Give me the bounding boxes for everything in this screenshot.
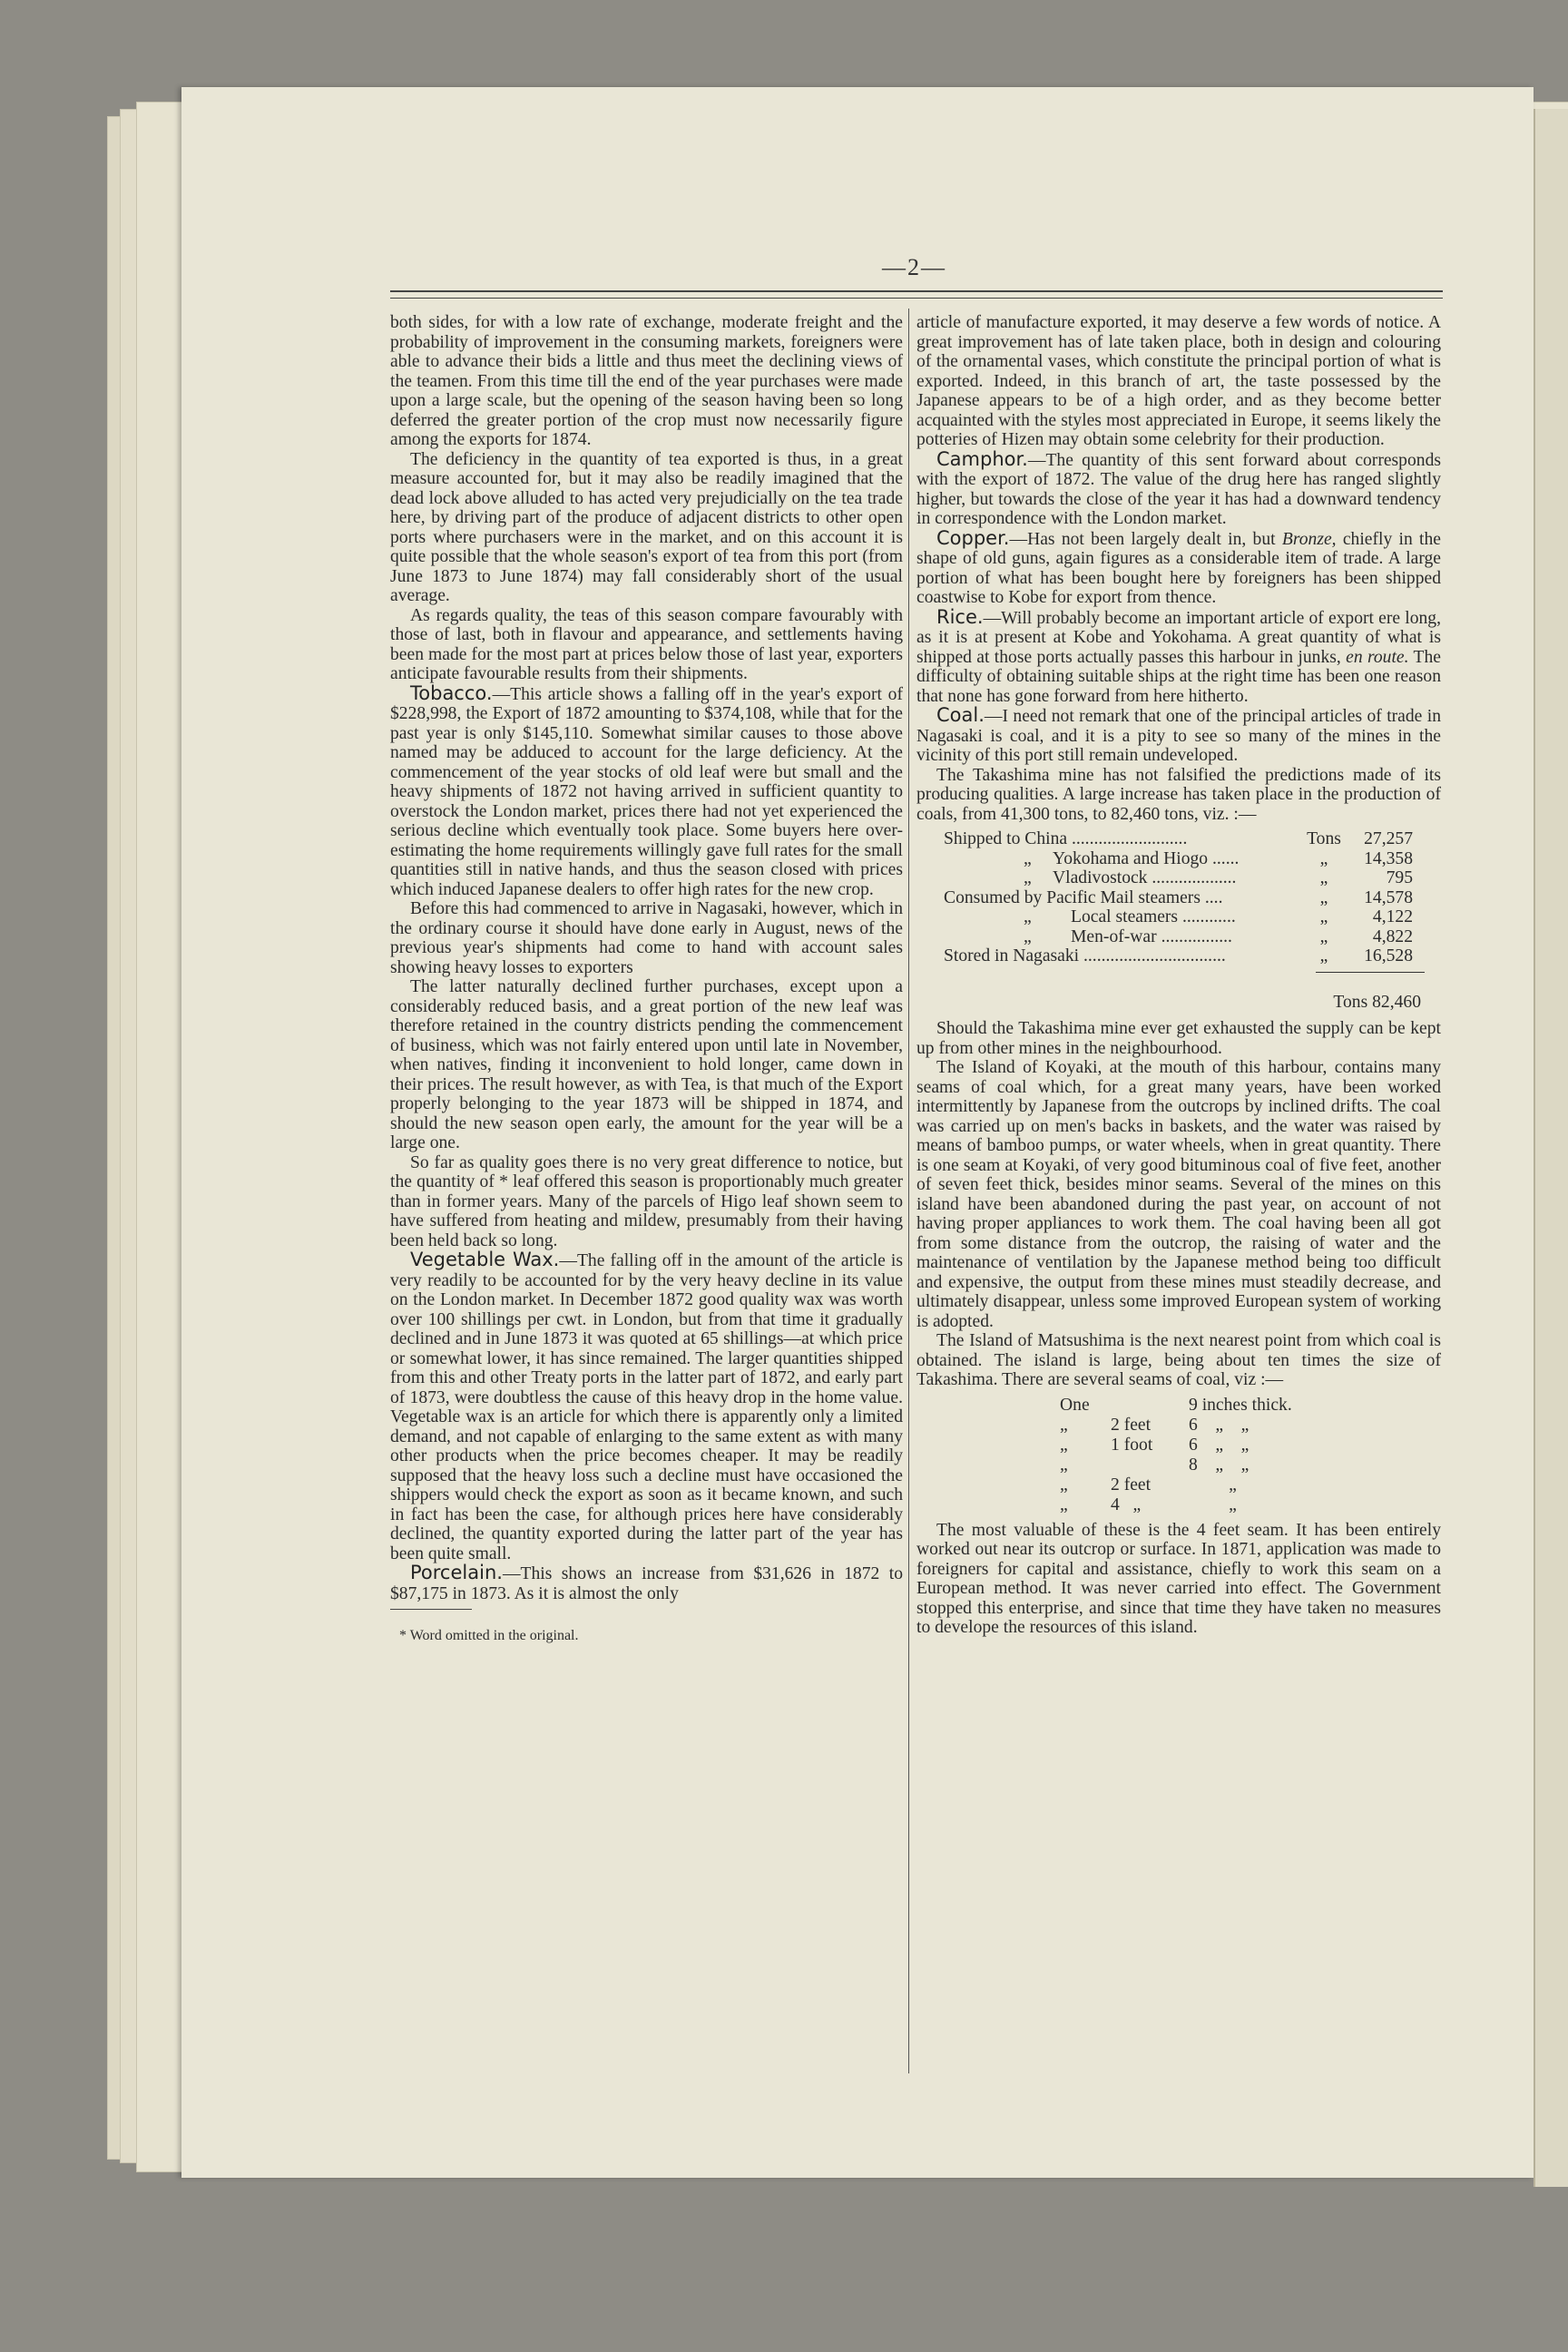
header-rule-top bbox=[390, 290, 1443, 292]
porcelain-text: —This shows an increase from $31,626 in 1872 to $87,175 in 1873. As it is almost the only bbox=[390, 1564, 903, 1603]
row-label: Local steamers bbox=[1071, 907, 1179, 926]
footnote-rule bbox=[390, 1609, 472, 1610]
table-cell-unit: „ bbox=[1319, 946, 1328, 965]
table-row bbox=[944, 829, 1413, 849]
table-row bbox=[944, 868, 1413, 888]
table-cell: „ bbox=[1060, 1494, 1068, 1514]
camphor-text: —The quantity of this sent forward about corresponds with the export of 1872. The value of the drug here has ranged slightly higher, but towards the close of the year it has had a downward tendency in correspondence with the London market. bbox=[916, 450, 1441, 528]
table-cell: 1 foot bbox=[1111, 1435, 1153, 1455]
table-cell: 6 „ „ bbox=[1189, 1435, 1250, 1455]
leader-dots: .... bbox=[1200, 887, 1223, 907]
wax-text: —The falling off in the amount of the article is very readily to be accounted for by the very heavy decline in its value on the London market. In December 1872 good quality wax was worth over 100 shillings per cwt. in London, but from that time it gradually declined and in June 1873 it was quoted at 65 shillings—at which price or somewhat lower, it has since remained. The larger quantities shipped from this and other Treaty ports in the latter part of 1872, and early part of 1873, were doubtless the cause of this heavy drop in the home value. Vegetable wax is an article for which there is apparently only a limited demand, and not capable of enlarging to the same extent as with many other products when the price becomes cheaper. It may be readily supposed that the heavy loss such a decline must have occasioned the shippers would check the export as soon as it became known, and such in fact has been the case, for although prices here have considerably declined, the quantity exported during the latter part of the year has been quite small. bbox=[390, 1251, 903, 1563]
copper-text-2: chiefly in the shape of old guns, again figures as a considerable item of trade. A large portion of what has been bought here by foreigners has been shipped coastwise to Kobe for export from thence. bbox=[916, 529, 1441, 607]
coal-text: —I need not remark that one of the principal articles of trade in Nagasaki is coal, and it is a pity to see so many of the mines in the vicinity of this port still remain undeveloped. bbox=[916, 707, 1441, 765]
leader-dots: ................... bbox=[1147, 868, 1237, 887]
paragraph: The most valuable of these is the 4 feet seam. It has been entirely worked out near its outcrop or surface. In 1871, application was made to foreigners for capital and assistance, chiefly to work this seam on a European method. It was never carried into effect. The Government stopped this enterprise, and since that time they have taken no measures to develope the resources of this island. bbox=[916, 1520, 1441, 1637]
copper-text: —Has not been largely dealt in, but bbox=[1009, 529, 1282, 549]
coal-total: Tons 82,460 bbox=[1333, 992, 1421, 1012]
table-row bbox=[1053, 1436, 1341, 1455]
table-row bbox=[1053, 1455, 1341, 1475]
row-label: Consumed by Pacific Mail steamers bbox=[944, 887, 1200, 907]
table-row bbox=[1053, 1416, 1341, 1436]
ditto-mark: „ bbox=[1024, 848, 1032, 868]
paragraph: As regards quality, the teas of this season compare favourably with those of last, both in flavour and appearance, and settlements having been made for the most part at prices below those of last year, exporters anticipate favourable results from their shipments. bbox=[390, 605, 903, 683]
right-column bbox=[916, 313, 1441, 1638]
table-cell: 8 „ „ bbox=[1189, 1455, 1250, 1475]
table-row bbox=[944, 946, 1413, 966]
paragraph: Before this had commenced to arrive in Nagasaki, however, which in the ordinary course it should have done early in August, news of the previous year's shipments had come to hand with account sales showing heavy losses to exporters bbox=[390, 899, 903, 977]
table-cell: 9 inches thick. bbox=[1189, 1395, 1292, 1415]
coal-section bbox=[916, 706, 1441, 766]
table-cell: 4 „ bbox=[1111, 1494, 1142, 1514]
table-cell: „ bbox=[1060, 1415, 1068, 1435]
section-heading-copper: Copper. bbox=[936, 526, 1010, 549]
table-cell bbox=[1103, 1396, 1181, 1416]
table-cell-unit: „ bbox=[1319, 887, 1328, 907]
ditto-mark: „ bbox=[1024, 907, 1032, 926]
table-cell-label bbox=[944, 868, 1302, 888]
header-rule-bottom bbox=[390, 298, 1443, 299]
column-divider bbox=[908, 309, 909, 2073]
table-cell: „ bbox=[1189, 1494, 1237, 1514]
rice-text-2: The difficulty of obtaining suitable ships at the right time has been one reason that none has gone forward from here hitherto. bbox=[916, 647, 1441, 706]
table-cell-label bbox=[944, 829, 1302, 849]
copper-section bbox=[916, 526, 1441, 608]
table-cell-value: 16,528 bbox=[1364, 946, 1413, 965]
rice-section bbox=[916, 605, 1441, 707]
row-label: Yokohama and Hiogo bbox=[1053, 848, 1209, 868]
table-row bbox=[944, 888, 1413, 908]
table-row bbox=[944, 907, 1413, 927]
paragraph: The Island of Koyaki, at the mouth of this harbour, contains many seams of coal which, for a great many years, have been worked intermittently by Japanese from the outcrops by inclined drifts. The coal was carried up on men's backs in baskets, and the water was raised by means of bamboo pumps, or water wheels, when in great quantity. There is one seam at Koyaki, of very good bituminous coal of five feet, another of seven feet thick, besides minor seams. Several of the mines on this island have been abandoned during the past year, on account of not having proper appliances to work them. The coal having been all got from some distance from the outcrop, the raising of water and the maintenance of ventilation by the Japanese method being too difficult and expensive, the output from these mines must steadily decrease, and ultimately disappear, unless some improved European system of working is adopted. bbox=[916, 1058, 1441, 1331]
section-heading-porcelain: Porcelain. bbox=[410, 1562, 503, 1583]
row-label: Stored in Nagasaki bbox=[944, 946, 1080, 965]
table-cell: „ bbox=[1060, 1475, 1068, 1494]
table-cell-label bbox=[944, 849, 1302, 869]
table-cell-value: 4,122 bbox=[1372, 907, 1413, 926]
tobacco-text: —This article shows a falling off in the year's export of $228,998, the Export of 1872 amounting to $374,108, while that for the past year is only $145,110. Somewhat similar causes to those above named may be adduced to account for the large deficiency. At the commencement of the year stocks of old leaf were but small and the heavy shipments of 1872 not having arrived in sufficient quantity to overstock the London market, prices there had not yet experienced the serious decline which eventually took place. Some buyers here over-estimating the home requirements willingly gave full rates for the small quantities still in native hands, and thus the season closed with prices which induced Japanese dealers to offer high rates for the new crop. bbox=[390, 684, 903, 899]
section-heading-rice: Rice. bbox=[936, 605, 984, 628]
paragraph: The deficiency in the quantity of tea exported is thus, in a great measure accounted for, but it may also be readily imagined that the dead lock above alluded to has acted very prejudicially on the tea trade here, by driving part of the produce of adjacent districts to other open ports where purchasers were in the market, and on this account it is quite possible that the whole season's export of tea from this port (from June 1873 to June 1874) may fall considerably short of the usual average. bbox=[390, 449, 903, 605]
tobacco-section bbox=[390, 681, 903, 900]
table-row bbox=[1053, 1495, 1341, 1515]
table-cell bbox=[1103, 1455, 1181, 1475]
table-row bbox=[944, 849, 1413, 869]
table-cell-unit: „ bbox=[1319, 868, 1328, 887]
ditto-mark: „ bbox=[1024, 868, 1032, 887]
paragraph: both sides, for with a low rate of exchange, moderate freight and the probability of improvement in the consuming markets, foreigners were able to advance their bids a little and thus meet the declining views of the teamen. From this time till the end of the year purchases were made upon a large scale, but the opening of the season having been so long deferred the greater portion of the crop must now necessarily figure among the exports for 1874. bbox=[390, 313, 903, 449]
table-cell-value: 14,358 bbox=[1364, 848, 1413, 868]
table-cell-value: 795 bbox=[1386, 868, 1413, 887]
table-cell: One bbox=[1060, 1395, 1090, 1415]
wax-section bbox=[390, 1250, 903, 1563]
table-cell: „ bbox=[1189, 1475, 1237, 1494]
table-row bbox=[1053, 1396, 1341, 1416]
leader-dots: ................ bbox=[1156, 926, 1232, 946]
leader-dots: ...... bbox=[1208, 848, 1240, 868]
table-cell-label bbox=[944, 927, 1302, 947]
coal-seams-table bbox=[1053, 1396, 1341, 1515]
table-cell-unit: „ bbox=[1319, 848, 1328, 868]
table-cell: „ bbox=[1060, 1455, 1068, 1475]
paragraph: The Takashima mine has not falsified the predictions made of its producing qualities. A large increase has taken place in the production of coals, from 41,300 tons, to 82,460 tons, viz. :— bbox=[916, 765, 1441, 824]
table-cell: 2 feet bbox=[1111, 1415, 1152, 1435]
paragraph: The Island of Matsushima is the next nearest point from which coal is obtained. The island is large, being about ten times the size of Takashima. There are several seams of coal, viz :— bbox=[916, 1331, 1441, 1389]
table-cell-value: 14,578 bbox=[1364, 887, 1413, 907]
table-cell-value: 27,257 bbox=[1364, 829, 1413, 848]
rice-en-route: en route. bbox=[1346, 647, 1409, 667]
table-cell-unit: Tons bbox=[1307, 829, 1341, 848]
paragraph: So far as quality goes there is no very great difference to notice, but the quantity of * leaf offered this season is proportionably much greater than in former years. Many of the parcels of Higo leaf shown seem to have suffered from heating and mildew, presumably from their having been held back so long. bbox=[390, 1152, 903, 1250]
row-label: Men-of-war bbox=[1071, 926, 1157, 946]
table-cell-label bbox=[944, 946, 1302, 966]
camphor-section bbox=[916, 447, 1441, 529]
paragraph: article of manufacture exported, it may deserve a few words of notice. A great improvement has of late taken place, both in design and colouring of the ornamental vases, which constitute the principal portion of what is exported. Indeed, in this branch of art, the taste possessed by the Japanese appears to be of a high order, and as they become better acquainted with the styles most appreciated in Europe, it seems likely the potteries of Hizen may obtain some celebrity for their production. bbox=[916, 313, 1441, 449]
copper-bronze: Bronze, bbox=[1281, 529, 1337, 549]
row-label: Vladivostock bbox=[1053, 868, 1148, 887]
table-cell: 2 feet bbox=[1111, 1475, 1152, 1494]
rice-text: —Will probably become an important article of export ere long, as it is at present at Kobe and Yokohama. A great quantity of what is shipped at those ports actually passes this harbour in junks, bbox=[916, 608, 1441, 667]
section-heading-camphor: Camphor. bbox=[936, 447, 1028, 470]
row-label: Shipped to China bbox=[944, 829, 1068, 848]
table-cell: „ bbox=[1060, 1435, 1068, 1455]
table-cell-value: 4,822 bbox=[1372, 926, 1413, 946]
section-heading-tobacco: Tobacco. bbox=[410, 681, 493, 704]
leader-dots: .......................... bbox=[1067, 829, 1188, 848]
table-cell-label bbox=[944, 888, 1302, 908]
table-cell-label bbox=[944, 907, 1302, 927]
footnote: * Word omitted in the original. bbox=[399, 1628, 579, 1643]
total-rule bbox=[1316, 972, 1425, 973]
table-row bbox=[1053, 1475, 1341, 1495]
paragraph: Should the Takashima mine ever get exhausted the supply can be kept up from other mines in the neighbourhood. bbox=[916, 1019, 1441, 1058]
table-cell-unit: „ bbox=[1319, 907, 1328, 926]
coal-shipments-table bbox=[944, 829, 1413, 966]
section-heading-vegetable-wax: Vegetable Wax. bbox=[410, 1249, 560, 1270]
porcelain-section bbox=[390, 1563, 903, 1603]
section-heading-coal: Coal. bbox=[936, 704, 985, 726]
leader-dots: ................................ bbox=[1079, 946, 1226, 965]
table-cell: 6 „ „ bbox=[1189, 1415, 1250, 1435]
ditto-mark: „ bbox=[1024, 926, 1032, 946]
paragraph: The latter naturally declined further purchases, except upon a considerably reduced basis, and a great portion of the new leaf was therefore retained in the country districts pending the commencement of business, which was not fairly entered upon until late in November, when natives, finding it inconvenient to hold longer, came down in their prices. The result however, as with Tea, is that much of the Export properly belonging to the year 1873 will be shipped in 1874, and should the new season open early, the amount for the year will be a large one. bbox=[390, 977, 903, 1152]
table-row bbox=[944, 927, 1413, 947]
page-number: —2— bbox=[882, 254, 946, 280]
adjacent-page-edge bbox=[1534, 109, 1568, 2187]
leader-dots: ............ bbox=[1178, 907, 1236, 926]
left-column bbox=[390, 313, 903, 1646]
table-cell-unit: „ bbox=[1319, 926, 1328, 946]
